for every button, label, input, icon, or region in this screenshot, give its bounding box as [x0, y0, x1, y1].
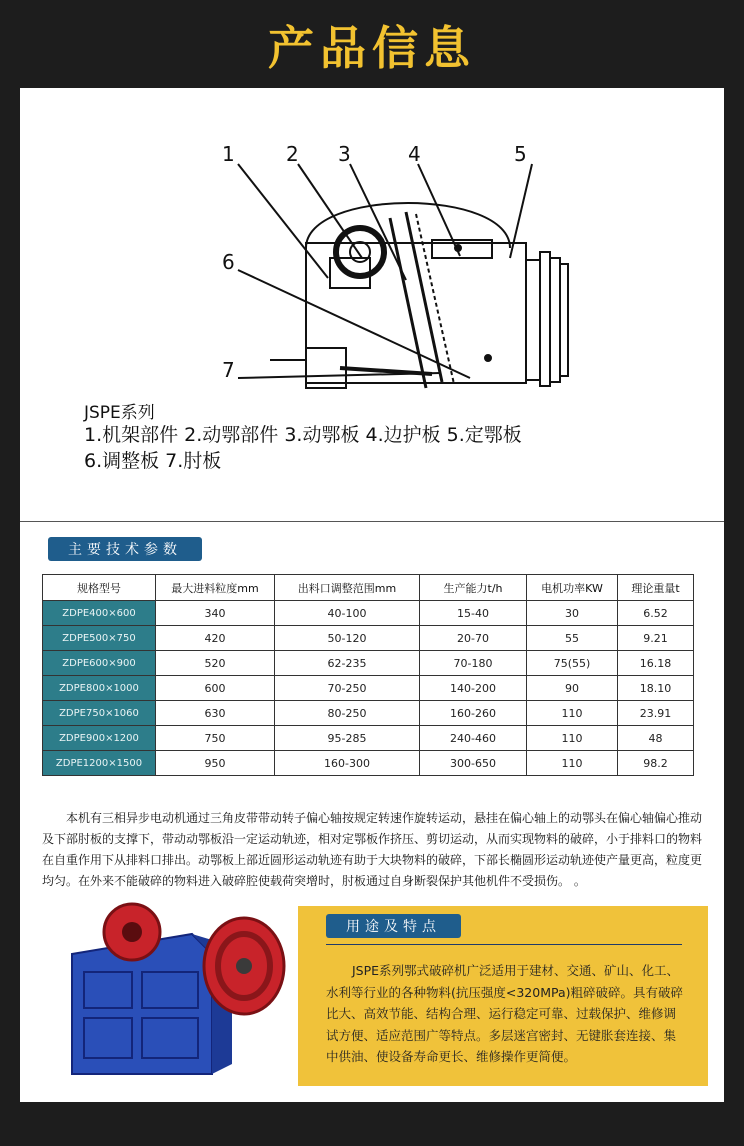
table-cell: 50-120	[275, 626, 420, 651]
col-header: 规格型号	[43, 575, 156, 601]
table-cell: 75(55)	[527, 651, 618, 676]
parts-line-2: 6.调整板 7.肘板	[84, 450, 222, 472]
callout-6: 6	[222, 250, 235, 274]
usage-section-label: 用途及特点	[326, 914, 461, 938]
table-cell: 110	[527, 701, 618, 726]
callout-7: 7	[222, 358, 235, 382]
specs-section-label: 主要技术参数	[48, 537, 202, 561]
table-cell: 15-40	[420, 601, 527, 626]
callout-2: 2	[286, 142, 299, 166]
table-row	[43, 601, 694, 626]
specs-table	[42, 574, 694, 776]
table-cell: 340	[156, 601, 275, 626]
model-cell: ZDPE400×600	[43, 601, 156, 626]
page-title: 产品信息	[268, 21, 476, 75]
table-cell: 630	[156, 701, 275, 726]
divider	[20, 521, 724, 522]
table-cell: 70-180	[420, 651, 527, 676]
table-cell: 98.2	[618, 751, 694, 776]
table-cell: 16.18	[618, 651, 694, 676]
table-cell: 240-460	[420, 726, 527, 751]
table-cell: 950	[156, 751, 275, 776]
callout-3: 3	[338, 142, 351, 166]
content-panel	[20, 88, 724, 1102]
table-cell: 140-200	[420, 676, 527, 701]
series-title: JSPE系列	[84, 403, 155, 423]
col-header: 出料口调整范围mm	[275, 575, 420, 601]
jaw-crusher-illustration	[62, 894, 302, 1084]
parts-legend	[84, 422, 522, 474]
callout-5: 5	[514, 142, 527, 166]
table-cell: 520	[156, 651, 275, 676]
table-cell: 80-250	[275, 701, 420, 726]
table-row	[43, 751, 694, 776]
crusher-diagram	[210, 148, 630, 448]
table-cell: 62-235	[275, 651, 420, 676]
description-paragraph: 本机有三相异步电动机通过三角皮带带动转子偏心轴按规定转速作旋转运动，悬挂在偏心轴上的动鄂头在偏心轴偏心推动及下部肘板的支撑下，带动动鄂板沿一定运动轨迹，相对定鄂板作挤压、剪切运动，从而实现物料的破碎，小于排料口的物料在自重作用下从排料口排出。动鄂板上部近圆形运动轨迹有助于大块物料的破碎，下部长椭圆形运动轨迹使产量更高，粒度更均匀。在外来不能破碎的物料进入破碎腔使载荷突增时，肘板通过自身断裂保护其他机件不受损伤。 。	[42, 811, 703, 888]
table-cell: 110	[527, 726, 618, 751]
table-cell: 48	[618, 726, 694, 751]
table-cell: 160-300	[275, 751, 420, 776]
table-cell: 55	[527, 626, 618, 651]
col-header: 电机功率KW	[527, 575, 618, 601]
table-cell: 23.91	[618, 701, 694, 726]
table-row	[43, 676, 694, 701]
table-cell: 30	[527, 601, 618, 626]
table-row	[43, 626, 694, 651]
table-cell: 90	[527, 676, 618, 701]
col-header: 理论重量t	[618, 575, 694, 601]
usage-divider	[326, 944, 682, 945]
usage-box	[298, 906, 708, 1086]
table-cell: 9.21	[618, 626, 694, 651]
model-cell: ZDPE800×1000	[43, 676, 156, 701]
model-cell: ZDPE900×1200	[43, 726, 156, 751]
table-cell: 750	[156, 726, 275, 751]
table-cell: 110	[527, 751, 618, 776]
table-row	[43, 651, 694, 676]
table-row	[43, 701, 694, 726]
table-cell: 420	[156, 626, 275, 651]
parts-line-1: 1.机架部件 2.动鄂部件 3.动鄂板 4.边护板 5.定鄂板	[84, 424, 522, 446]
usage-paragraph: JSPE系列鄂式破碎机广泛适用于建材、交通、矿山、化工、水利等行业的各种物料(抗压强度<320MPa)粗碎破碎。具有破碎比大、高效节能、结构合理、运行稳定可靠、过载保护、维修调试方便、适应范围广等特点。多层迷宫密封、无键胀套连接、集中供油、使设备寿命更长、维修操作更简便。	[326, 963, 684, 1064]
table-cell: 300-650	[420, 751, 527, 776]
table-header-row	[43, 575, 694, 601]
table-cell: 95-285	[275, 726, 420, 751]
table-cell: 600	[156, 676, 275, 701]
table-cell: 70-250	[275, 676, 420, 701]
table-cell: 18.10	[618, 676, 694, 701]
table-row	[43, 726, 694, 751]
model-cell: ZDPE1200×1500	[43, 751, 156, 776]
model-cell: ZDPE500×750	[43, 626, 156, 651]
model-cell: ZDPE600×900	[43, 651, 156, 676]
model-cell: ZDPE750×1060	[43, 701, 156, 726]
callout-1: 1	[222, 142, 235, 166]
callout-4: 4	[408, 142, 421, 166]
table-cell: 6.52	[618, 601, 694, 626]
table-cell: 40-100	[275, 601, 420, 626]
table-cell: 20-70	[420, 626, 527, 651]
table-cell: 160-260	[420, 701, 527, 726]
col-header: 最大进料粒度mm	[156, 575, 275, 601]
col-header: 生产能力t/h	[420, 575, 527, 601]
